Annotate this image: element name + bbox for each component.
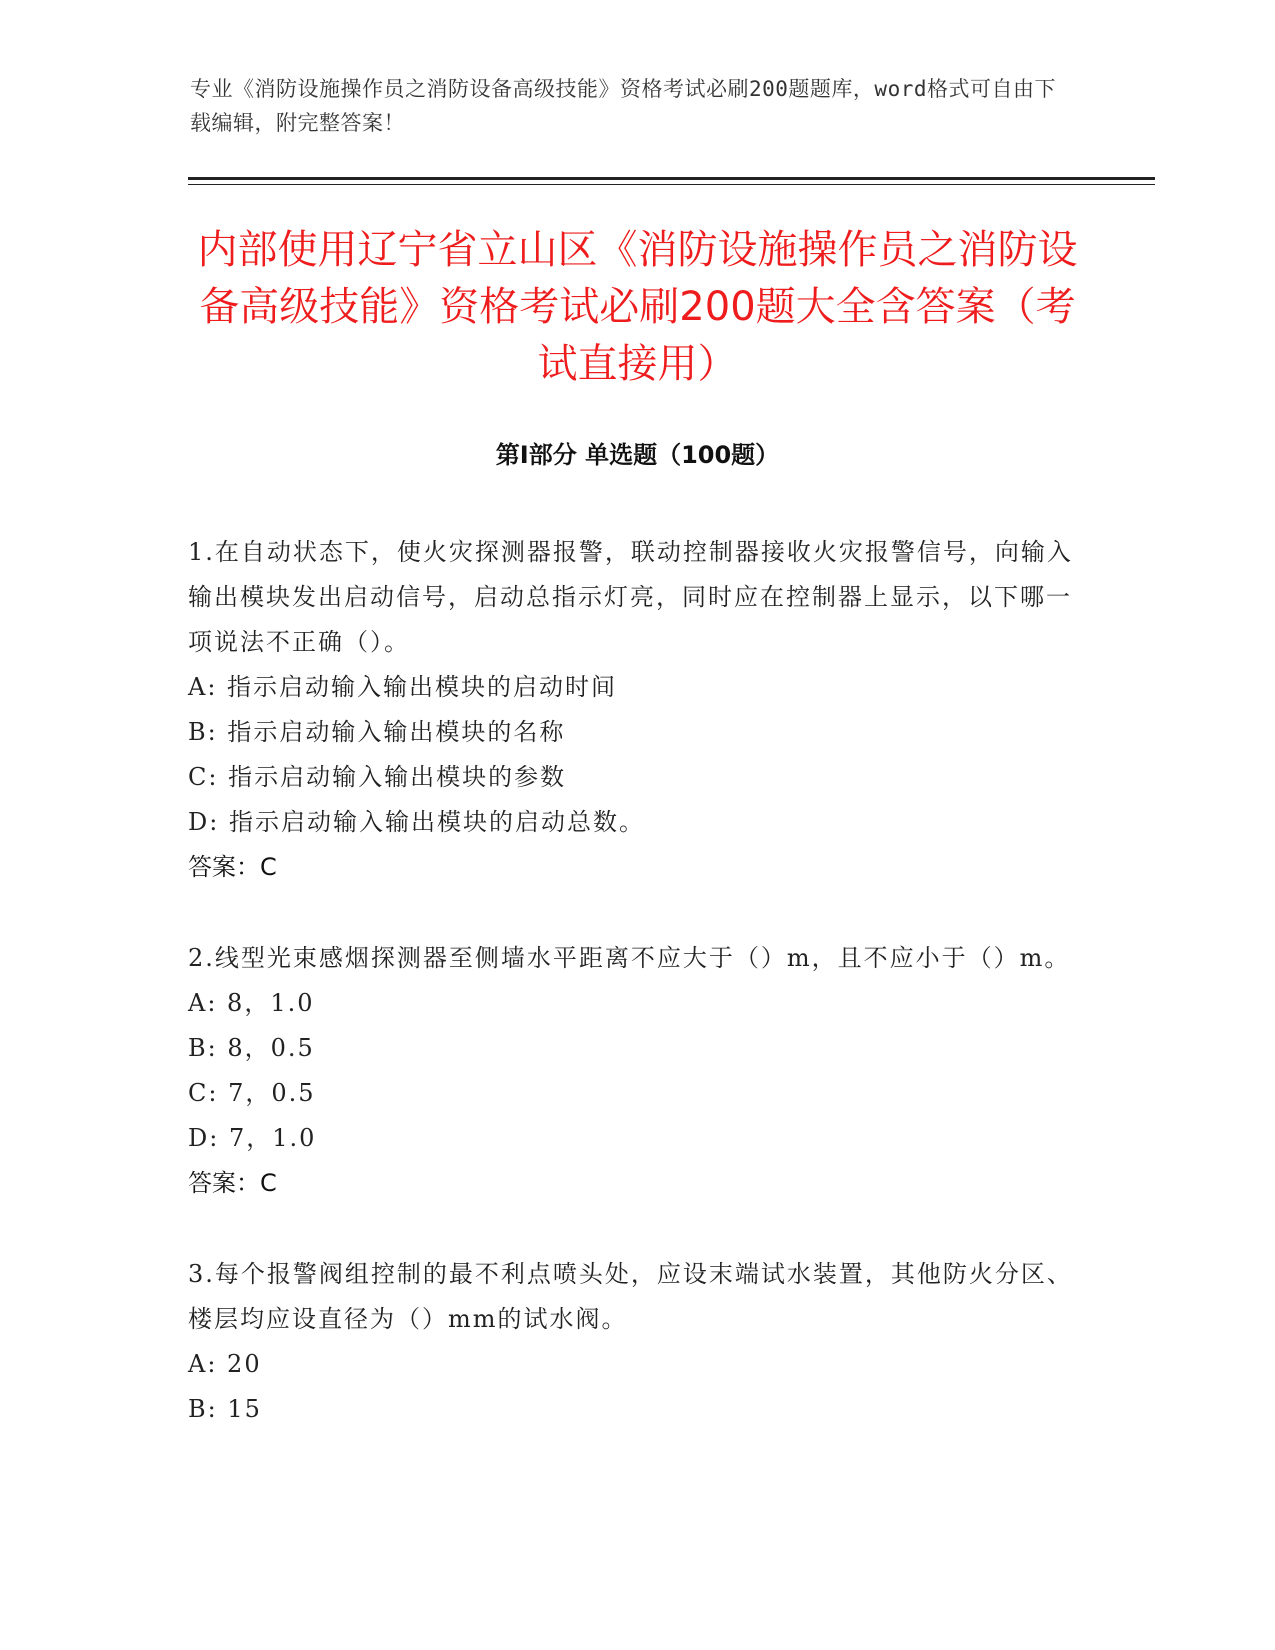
question-stem: 3.每个报警阀组控制的最不利点喷头处，应设末端试水装置，其他防火分区、楼层均应设直径为（）mm的试水阀。 — [188, 1260, 1073, 1333]
document-title: 内部使用辽宁省立山区《消防设施操作员之消防设备高级技能》资格考试必刷200题大全含答案（考试直接用） — [197, 227, 1078, 387]
question-2 — [188, 936, 1083, 1206]
header-note: 专业《消防设施操作员之消防设备高级技能》资格考试必刷200题题库，word格式可自由下载编辑，附完整答案！ — [190, 77, 1056, 135]
option-d: D: 7，1.0 — [188, 1124, 317, 1152]
option-a: A: 8，1.0 — [188, 989, 315, 1017]
option-a: A: 指示启动输入输出模块的启动时间 — [188, 673, 618, 701]
question-stem: 2.线型光束感烟探测器至侧墙水平距离不应大于（）m，且不应小于（）m。 — [188, 944, 1071, 972]
header-rule-thick — [188, 177, 1155, 180]
header-rule-thin — [188, 184, 1155, 185]
question-3 — [188, 1252, 1083, 1432]
answer: 答案：C — [188, 1169, 277, 1197]
answer: 答案：C — [188, 853, 277, 881]
question-1 — [188, 530, 1083, 890]
option-a: A: 20 — [188, 1350, 262, 1378]
option-d: D: 指示启动输入输出模块的启动总数。 — [188, 808, 645, 836]
option-b: B: 指示启动输入输出模块的名称 — [188, 718, 566, 746]
question-stem: 1.在自动状态下，使火灾探测器报警，联动控制器接收火灾报警信号，向输入输出模块发出启动信号，启动总指示灯亮，同时应在控制器上显示，以下哪一项说法不正确（）。 — [188, 538, 1073, 656]
section-heading: 第I部分 单选题（100题） — [495, 441, 780, 469]
option-c: C: 7，0.5 — [188, 1079, 316, 1107]
option-b: B: 8，0.5 — [188, 1034, 315, 1062]
option-c: C: 指示启动输入输出模块的参数 — [188, 763, 567, 791]
option-b: B: 15 — [188, 1395, 262, 1423]
question-list — [188, 530, 1083, 1478]
